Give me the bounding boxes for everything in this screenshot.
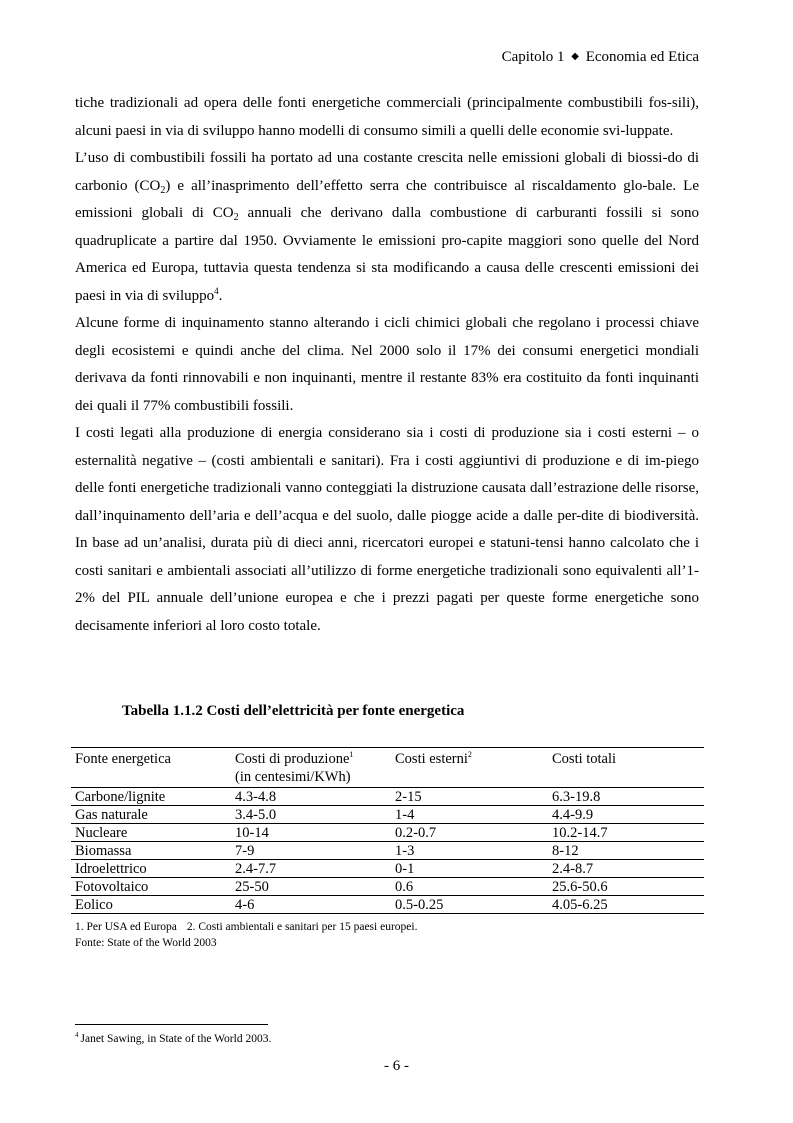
co2-subscript: 2	[233, 212, 239, 223]
table-row	[71, 896, 704, 914]
table-note-2: 2. Costi ambientali e sanitari per 15 paesi europei.	[186, 921, 418, 933]
running-header	[502, 49, 699, 66]
table-cell-production: 3.4-5.0	[235, 807, 277, 823]
table-cell-source: Fotovoltaico	[75, 879, 149, 895]
table-cell-source: Biomassa	[75, 843, 132, 859]
table-cell-production: 7-9	[235, 843, 255, 859]
footnote-reference[interactable]: 4	[214, 285, 219, 296]
table-cell-external: 1-3	[395, 843, 415, 859]
table-row	[71, 860, 704, 878]
table-row	[71, 806, 704, 824]
footnote-separator	[75, 1024, 268, 1025]
header-production-unit: (in centesimi/KWh)	[235, 769, 351, 785]
table-cell-total: 8-12	[552, 843, 579, 859]
table-cell-production: 2.4-7.7	[235, 861, 277, 877]
paragraph-2-part-d: .	[218, 287, 223, 304]
table-caption: Tabella 1.1.2 Costi dell’elettricità per fonte energetica	[122, 703, 465, 719]
table-row	[71, 878, 704, 896]
table-cell-external: 2-15	[395, 789, 422, 805]
table-cell-production: 25-50	[235, 879, 269, 895]
table-cell-source: Nucleare	[75, 825, 128, 841]
header-total: Costi totali	[552, 751, 617, 767]
chapter-label: Capitolo 1	[501, 49, 565, 65]
table-cell-total: 6.3-19.8	[552, 789, 601, 805]
co2-subscript: 2	[160, 184, 166, 196]
footnote	[75, 1031, 271, 1045]
paragraph-1: tiche tradizionali ad opera delle fonti energetiche commerciali (principalmente combustibili fos-sili), alcuni paesi in via di sviluppo hanno modelli di consumo simili a quelli delle economie svi-luppate.	[75, 95, 699, 139]
paragraph-4: I costi legati alla produzione di energia considerano sia i costi di produzione sia i costi esterni – o esternalità negative – (costi ambientali e sanitari). Fra i costi aggiuntivi di produzione e di im-piego delle fonti energetiche tradizionali vanno conteggiati la distruzione causata dall’estrazione delle risorse, dall’inquinamento dell’aria e dell’acqua e del suolo, dalle piogge acide a dalle per-dite di biodiversità. In base ad un’analisi, durata più di dieci anni, ricercatori europei e statuni-tensi hanno calcolato che i costi sanitari e ambientali associati all’utilizzo di forme energetiche tradizionali sono equivalenti all’1-2% del PIL annuale dell’unione europea e che i prezzi pagati per queste forme energetiche sono decisamente inferiori al loro costo totale.	[75, 425, 699, 634]
table-cell-external: 1-4	[395, 807, 415, 823]
table-cell-source: Eolico	[75, 897, 113, 913]
table-cell-total: 10.2-14.7	[552, 825, 608, 841]
table-cell-production: 4.3-4.8	[235, 789, 277, 805]
header-source: Fonte energetica	[75, 751, 171, 767]
paragraph-2-part-b: ) e all’inasprimento dell’effetto serra che contribuisce al riscaldamento glo-bale. Le emissioni globali di CO	[75, 177, 699, 221]
table-cell-source: Gas naturale	[75, 807, 148, 823]
table-cell-total: 4.05-6.25	[552, 897, 608, 913]
paragraph-2	[75, 145, 699, 310]
table-cell-production: 4-6	[235, 897, 255, 913]
header-production-label: Costi di produzione	[235, 751, 350, 767]
footnote-text: Janet Sawing, in State of the World 2003.	[80, 1033, 272, 1045]
page-number: - 6 -	[384, 1058, 409, 1074]
table-body	[71, 788, 704, 914]
table-cell-total: 2.4-8.7	[552, 861, 594, 877]
table-cell-external: 0-1	[395, 861, 415, 877]
table-row	[71, 842, 704, 860]
table-note-1: 1. Per USA ed Europa	[75, 921, 177, 933]
header-external-ref: 2	[467, 750, 472, 759]
table-notes	[75, 919, 417, 951]
table-footnotes	[75, 919, 417, 935]
table-cell-source: Carbone/lignite	[75, 789, 166, 805]
paragraph-2-part-c: annuali che derivano dalla combustione di carburanti fossili si sono quadruplicate a partire dal 1950. Ovviamente le emissioni pro-capite maggiori sono quelle del Nord America ed Europa, tuttavia questa tendenza si sta modificando a causa delle crescenti emissioni dei paesi in via di sviluppo	[75, 205, 699, 304]
header-production	[235, 750, 353, 786]
body-text	[75, 90, 699, 640]
header-external-label: Costi esterni	[395, 751, 468, 767]
paragraph-2-part-a: L’uso di combustibili fossili ha portato ad una costante crescita nelle emissioni globali di biossi-do di carbonio (CO	[75, 150, 699, 194]
table-cell-production: 10-14	[235, 825, 269, 841]
paragraph-3: Alcune forme di inquinamento stanno alterando i cicli chimici globali che regolano i processi chiave degli ecosistemi e quindi anche del clima. Nel 2000 solo il 17% dei consumi energetici mondiali derivava da fonti rinnovabili e non inquinanti, mentre il restante 83% era costituito da fonti inquinanti dei quali il 77% combustibili fossili.	[75, 315, 699, 414]
table-cell-source: Idroelettrico	[75, 861, 147, 877]
diamond-separator-icon: ◆	[571, 51, 579, 62]
footnote-number: 4	[75, 1031, 79, 1039]
table-cell-total: 25.6-50.6	[552, 879, 608, 895]
table-cell-external: 0.2-0.7	[395, 825, 437, 841]
header-production-ref: 1	[349, 750, 354, 759]
table-cell-external: 0.6	[395, 879, 414, 895]
table-header-row	[71, 748, 704, 787]
chapter-title: Economia ed Etica	[585, 49, 699, 65]
energy-cost-table	[71, 747, 704, 914]
table-cell-total: 4.4-9.9	[552, 807, 594, 823]
table-source: Fonte: State of the World 2003	[75, 937, 217, 949]
table-cell-external: 0.5-0.25	[395, 897, 444, 913]
header-external	[395, 750, 472, 768]
table-row	[71, 824, 704, 842]
table-row	[71, 788, 704, 806]
